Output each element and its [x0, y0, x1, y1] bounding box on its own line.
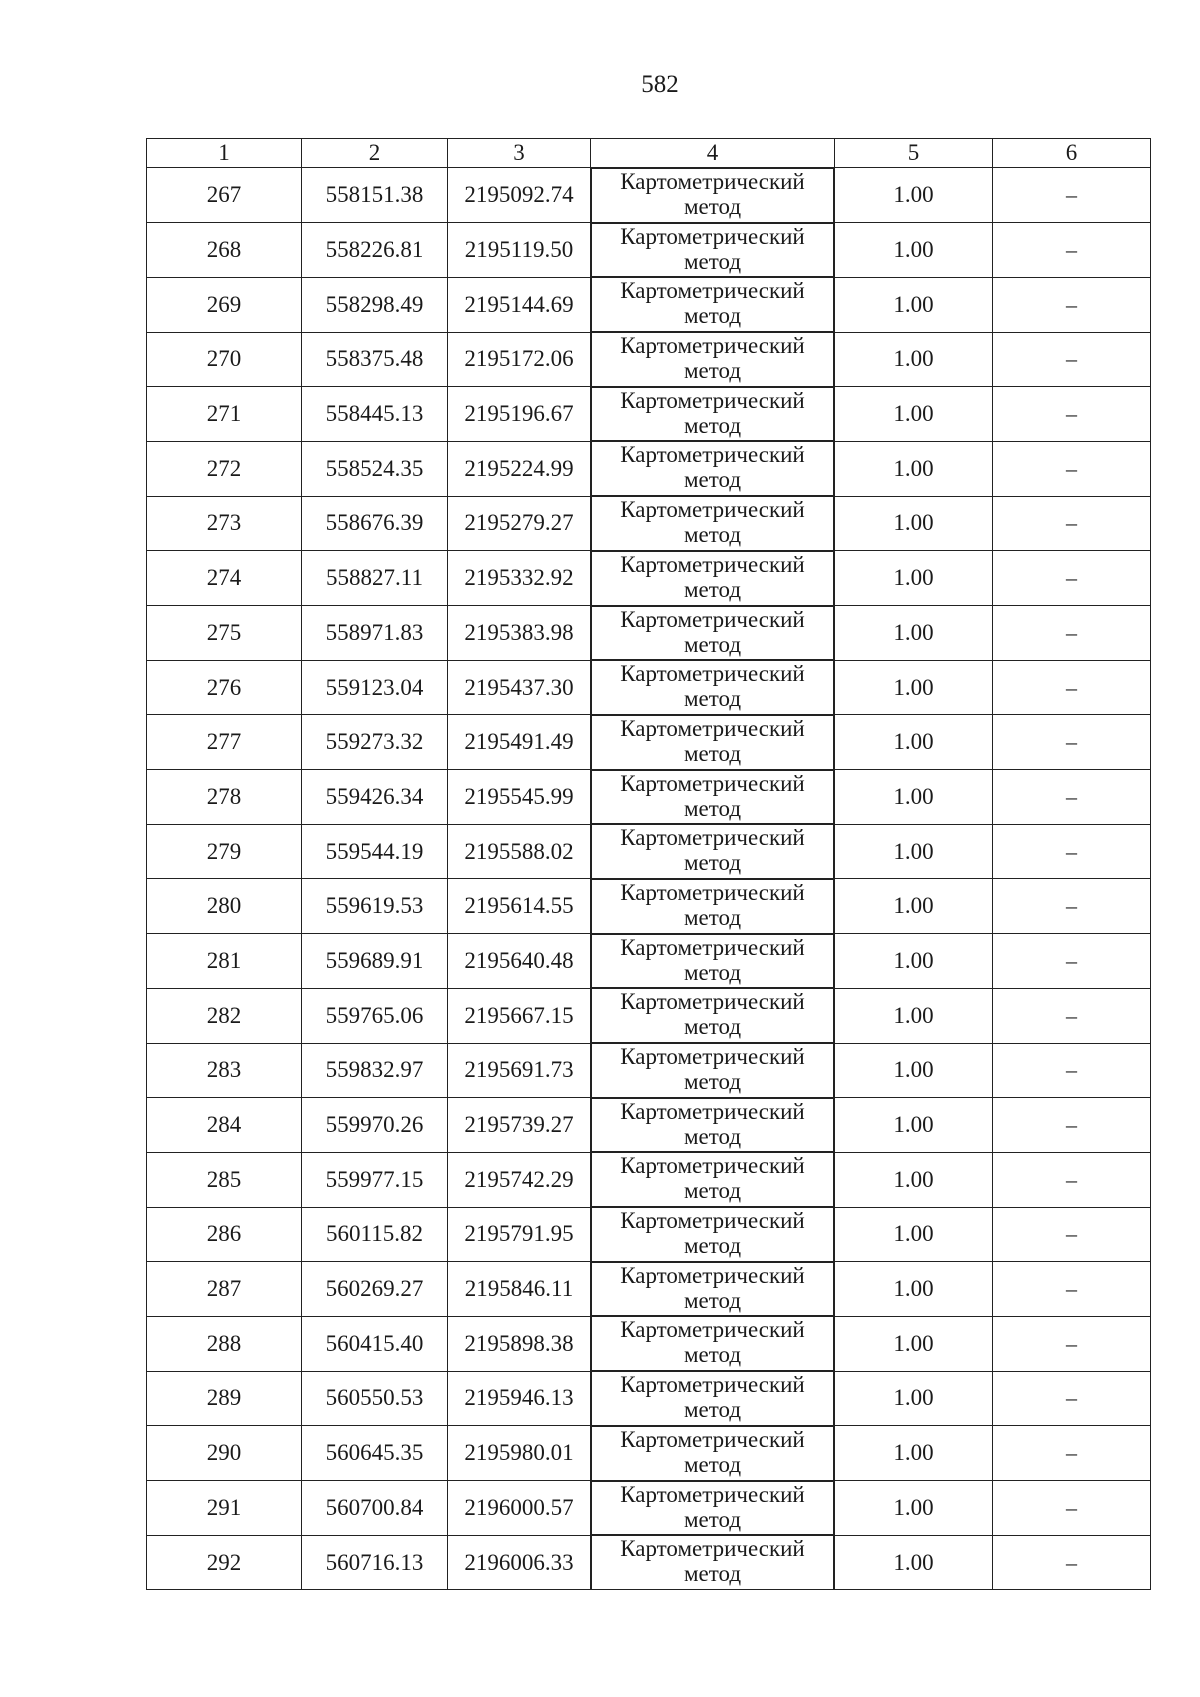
note-cell: –	[993, 387, 1151, 442]
column-header: 4	[591, 139, 835, 168]
x-coordinate-cell: 560415.40	[302, 1316, 448, 1371]
method-cell: Картометрический метод	[591, 1481, 834, 1536]
x-coordinate-cell: 560115.82	[302, 1207, 448, 1262]
y-coordinate-cell: 2195691.73	[448, 1043, 591, 1098]
x-coordinate-cell: 559970.26	[302, 1098, 448, 1153]
point-number-cell: 269	[147, 277, 302, 332]
y-coordinate-cell: 2195196.67	[448, 387, 591, 442]
note-cell: –	[993, 879, 1151, 934]
table-row	[147, 1262, 1151, 1317]
accuracy-cell: 1.00	[835, 1207, 993, 1262]
note-cell: –	[993, 1262, 1151, 1317]
table-row	[147, 770, 1151, 825]
x-coordinate-cell: 560269.27	[302, 1262, 448, 1317]
method-cell: Картометрический метод	[591, 332, 834, 387]
point-number-cell: 290	[147, 1426, 302, 1481]
table-row	[147, 606, 1151, 661]
table-row	[147, 1371, 1151, 1426]
table-row	[147, 168, 1151, 223]
y-coordinate-cell: 2195946.13	[448, 1371, 591, 1426]
table-body	[147, 168, 1151, 1590]
method-cell: Картометрический метод	[591, 387, 834, 442]
y-coordinate-cell: 2195742.29	[448, 1152, 591, 1207]
method-cell: Картометрический метод	[591, 879, 834, 934]
y-coordinate-cell: 2195545.99	[448, 770, 591, 825]
column-header: 5	[835, 139, 993, 168]
y-coordinate-cell: 2195491.49	[448, 715, 591, 770]
accuracy-cell: 1.00	[835, 879, 993, 934]
point-number-cell: 292	[147, 1535, 302, 1590]
column-header: 1	[147, 139, 302, 168]
point-number-cell: 289	[147, 1371, 302, 1426]
x-coordinate-cell: 558971.83	[302, 606, 448, 661]
method-cell: Картометрический метод	[591, 551, 834, 606]
column-header: 2	[302, 139, 448, 168]
coordinates-table	[146, 138, 1151, 1590]
point-number-cell: 268	[147, 223, 302, 278]
method-cell: Картометрический метод	[591, 715, 834, 770]
method-cell: Картометрический метод	[591, 1371, 834, 1426]
y-coordinate-cell: 2195383.98	[448, 606, 591, 661]
y-coordinate-cell: 2196000.57	[448, 1481, 591, 1536]
y-coordinate-cell: 2195739.27	[448, 1098, 591, 1153]
table-row	[147, 1535, 1151, 1590]
method-cell: Картометрический метод	[591, 934, 834, 989]
y-coordinate-cell: 2195144.69	[448, 277, 591, 332]
x-coordinate-cell: 558298.49	[302, 277, 448, 332]
accuracy-cell: 1.00	[835, 988, 993, 1043]
table-row	[147, 387, 1151, 442]
table-row	[147, 441, 1151, 496]
accuracy-cell: 1.00	[835, 332, 993, 387]
table-row	[147, 223, 1151, 278]
accuracy-cell: 1.00	[835, 606, 993, 661]
x-coordinate-cell: 558151.38	[302, 168, 448, 223]
x-coordinate-cell: 559689.91	[302, 934, 448, 989]
point-number-cell: 273	[147, 496, 302, 551]
x-coordinate-cell: 558827.11	[302, 551, 448, 606]
method-cell: Картометрический метод	[591, 606, 834, 661]
method-cell: Картометрический метод	[591, 277, 834, 332]
accuracy-cell: 1.00	[835, 934, 993, 989]
x-coordinate-cell: 559544.19	[302, 824, 448, 879]
accuracy-cell: 1.00	[835, 1481, 993, 1536]
accuracy-cell: 1.00	[835, 551, 993, 606]
note-cell: –	[993, 1535, 1151, 1590]
point-number-cell: 280	[147, 879, 302, 934]
accuracy-cell: 1.00	[835, 441, 993, 496]
method-cell: Картометрический метод	[591, 1043, 834, 1098]
x-coordinate-cell: 559832.97	[302, 1043, 448, 1098]
point-number-cell: 283	[147, 1043, 302, 1098]
note-cell: –	[993, 988, 1151, 1043]
x-coordinate-cell: 559273.32	[302, 715, 448, 770]
note-cell: –	[993, 1371, 1151, 1426]
y-coordinate-cell: 2195588.02	[448, 824, 591, 879]
y-coordinate-cell: 2195980.01	[448, 1426, 591, 1481]
accuracy-cell: 1.00	[835, 1371, 993, 1426]
accuracy-cell: 1.00	[835, 1152, 993, 1207]
note-cell: –	[993, 1481, 1151, 1536]
method-cell: Картометрический метод	[591, 1098, 834, 1153]
x-coordinate-cell: 558524.35	[302, 441, 448, 496]
y-coordinate-cell: 2196006.33	[448, 1535, 591, 1590]
table-row	[147, 1207, 1151, 1262]
x-coordinate-cell: 559123.04	[302, 660, 448, 715]
x-coordinate-cell: 560716.13	[302, 1535, 448, 1590]
accuracy-cell: 1.00	[835, 660, 993, 715]
note-cell: –	[993, 715, 1151, 770]
table-row	[147, 824, 1151, 879]
y-coordinate-cell: 2195437.30	[448, 660, 591, 715]
method-cell: Картометрический метод	[591, 1426, 834, 1481]
table-row	[147, 1481, 1151, 1536]
y-coordinate-cell: 2195791.95	[448, 1207, 591, 1262]
note-cell: –	[993, 496, 1151, 551]
note-cell: –	[993, 1152, 1151, 1207]
table-row	[147, 660, 1151, 715]
x-coordinate-cell: 558676.39	[302, 496, 448, 551]
point-number-cell: 291	[147, 1481, 302, 1536]
accuracy-cell: 1.00	[835, 1316, 993, 1371]
x-coordinate-cell: 558445.13	[302, 387, 448, 442]
method-cell: Картометрический метод	[591, 168, 834, 223]
y-coordinate-cell: 2195332.92	[448, 551, 591, 606]
note-cell: –	[993, 441, 1151, 496]
method-cell: Картометрический метод	[591, 496, 834, 551]
method-cell: Картометрический метод	[591, 223, 834, 278]
y-coordinate-cell: 2195667.15	[448, 988, 591, 1043]
accuracy-cell: 1.00	[835, 1262, 993, 1317]
note-cell: –	[993, 1043, 1151, 1098]
point-number-cell: 281	[147, 934, 302, 989]
table-row	[147, 1098, 1151, 1153]
table-row	[147, 715, 1151, 770]
point-number-cell: 275	[147, 606, 302, 661]
header-row	[147, 139, 1151, 168]
note-cell: –	[993, 934, 1151, 989]
y-coordinate-cell: 2195092.74	[448, 168, 591, 223]
note-cell: –	[993, 277, 1151, 332]
table-row	[147, 1043, 1151, 1098]
x-coordinate-cell: 558226.81	[302, 223, 448, 278]
method-cell: Картометрический метод	[591, 1207, 834, 1262]
method-cell: Картометрический метод	[591, 770, 834, 825]
point-number-cell: 278	[147, 770, 302, 825]
y-coordinate-cell: 2195224.99	[448, 441, 591, 496]
table-row	[147, 1426, 1151, 1481]
accuracy-cell: 1.00	[835, 1426, 993, 1481]
method-cell: Картометрический метод	[591, 1152, 834, 1207]
point-number-cell: 274	[147, 551, 302, 606]
x-coordinate-cell: 560700.84	[302, 1481, 448, 1536]
accuracy-cell: 1.00	[835, 715, 993, 770]
point-number-cell: 267	[147, 168, 302, 223]
note-cell: –	[993, 223, 1151, 278]
x-coordinate-cell: 559619.53	[302, 879, 448, 934]
x-coordinate-cell: 560550.53	[302, 1371, 448, 1426]
point-number-cell: 279	[147, 824, 302, 879]
accuracy-cell: 1.00	[835, 168, 993, 223]
note-cell: –	[993, 332, 1151, 387]
table-row	[147, 496, 1151, 551]
note-cell: –	[993, 551, 1151, 606]
y-coordinate-cell: 2195172.06	[448, 332, 591, 387]
accuracy-cell: 1.00	[835, 1043, 993, 1098]
y-coordinate-cell: 2195279.27	[448, 496, 591, 551]
point-number-cell: 285	[147, 1152, 302, 1207]
column-header: 6	[993, 139, 1151, 168]
accuracy-cell: 1.00	[835, 223, 993, 278]
x-coordinate-cell: 560645.35	[302, 1426, 448, 1481]
method-cell: Картометрический метод	[591, 1535, 834, 1590]
x-coordinate-cell: 559426.34	[302, 770, 448, 825]
table-row	[147, 988, 1151, 1043]
note-cell: –	[993, 1098, 1151, 1153]
point-number-cell: 286	[147, 1207, 302, 1262]
table-header	[147, 139, 1151, 168]
page-number: 582	[641, 71, 679, 98]
point-number-cell: 272	[147, 441, 302, 496]
point-number-cell: 282	[147, 988, 302, 1043]
method-cell: Картометрический метод	[591, 988, 834, 1043]
table-row	[147, 934, 1151, 989]
table-row	[147, 551, 1151, 606]
point-number-cell: 288	[147, 1316, 302, 1371]
table-row	[147, 1316, 1151, 1371]
y-coordinate-cell: 2195640.48	[448, 934, 591, 989]
point-number-cell: 287	[147, 1262, 302, 1317]
note-cell: –	[993, 770, 1151, 825]
accuracy-cell: 1.00	[835, 770, 993, 825]
note-cell: –	[993, 1426, 1151, 1481]
accuracy-cell: 1.00	[835, 277, 993, 332]
point-number-cell: 271	[147, 387, 302, 442]
accuracy-cell: 1.00	[835, 496, 993, 551]
method-cell: Картометрический метод	[591, 660, 834, 715]
table-row	[147, 879, 1151, 934]
accuracy-cell: 1.00	[835, 824, 993, 879]
note-cell: –	[993, 1316, 1151, 1371]
method-cell: Картометрический метод	[591, 1262, 834, 1317]
method-cell: Картометрический метод	[591, 1316, 834, 1371]
note-cell: –	[993, 606, 1151, 661]
point-number-cell: 276	[147, 660, 302, 715]
table-row	[147, 1152, 1151, 1207]
note-cell: –	[993, 660, 1151, 715]
method-cell: Картометрический метод	[591, 441, 834, 496]
table-row	[147, 332, 1151, 387]
x-coordinate-cell: 559765.06	[302, 988, 448, 1043]
column-header: 3	[448, 139, 591, 168]
note-cell: –	[993, 824, 1151, 879]
note-cell: –	[993, 1207, 1151, 1262]
point-number-cell: 270	[147, 332, 302, 387]
y-coordinate-cell: 2195614.55	[448, 879, 591, 934]
point-number-cell: 277	[147, 715, 302, 770]
y-coordinate-cell: 2195898.38	[448, 1316, 591, 1371]
accuracy-cell: 1.00	[835, 1098, 993, 1153]
note-cell: –	[993, 168, 1151, 223]
point-number-cell: 284	[147, 1098, 302, 1153]
y-coordinate-cell: 2195119.50	[448, 223, 591, 278]
method-cell: Картометрический метод	[591, 824, 834, 879]
y-coordinate-cell: 2195846.11	[448, 1262, 591, 1317]
x-coordinate-cell: 559977.15	[302, 1152, 448, 1207]
table-row	[147, 277, 1151, 332]
accuracy-cell: 1.00	[835, 1535, 993, 1590]
x-coordinate-cell: 558375.48	[302, 332, 448, 387]
accuracy-cell: 1.00	[835, 387, 993, 442]
